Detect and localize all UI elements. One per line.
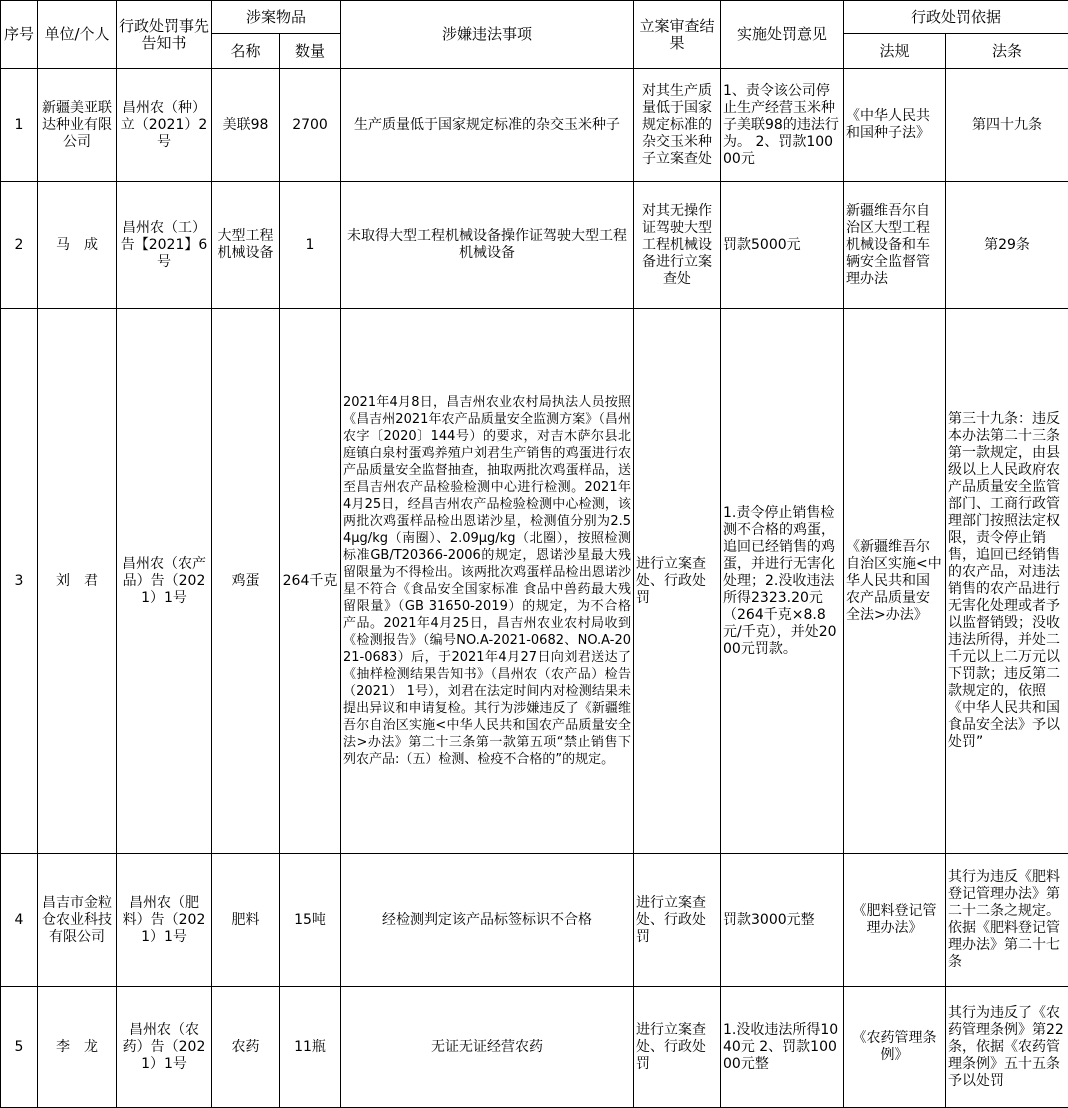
- cell-violation: 2021年4月8日，昌吉州农业农村局执法人员按照《昌吉州2021年农产品质量安全监测方案》（昌州农字〔2020〕144号）的要求，对吉木萨尔县北庭镇白泉村蛋鸡养殖户刘君生产销售的鸡蛋进行农产品质量安全监督抽查，抽取两批次鸡蛋样品，送至昌吉州农产品检验检测中心进行检测。2021年4月25日，经昌吉州农产品检验检测中心检测，该两批次鸡蛋样品检出恩诺沙星，检测值分别为2.54μg/kg（南圈）、2.09μg/kg（北圈），按照检测标准GB/T20366-2006的规定，恩诺沙星最大残留限量为不得检出。该两批次鸡蛋样品检出恩诺沙星不符合《食品安全国家标准 食品中兽药最大残留限量》（GB 31650-2019）的规定，为不合格产品。2021年4月25日，昌吉州农业农村局收到《检测报告》（编号NO.A-2021-0682、NO.A-2021-0683）后，于2021年4月27日向刘君送达了《抽样检测结果告知书》（昌州农（农产品）检告（2021） 1号），刘君在法定时间内对检测结果未提出异议和申请复检。其行为涉嫌违反了《新疆维吾尔自治区实施<中华人民共和国农产品质量安全法>办法》第二十三条第一款第五项“禁止销售下列农产品:（五）检测、检疫不合格的”的规定。: [341, 309, 634, 854]
- cell-seq: 2: [1, 182, 38, 309]
- cell-notice: 昌州农（农药）告（2021）1号: [117, 987, 212, 1108]
- header-filing: 立案审查结果: [634, 1, 721, 69]
- cell-law: 《中华人民共和国种子法》: [844, 69, 946, 182]
- cell-item-qty: 1: [280, 182, 341, 309]
- cell-unit: 昌吉市金粒仓农业科技有限公司: [38, 854, 117, 987]
- cell-opinion: 1.没收违法所得1040元 2、罚款10000元整: [721, 987, 844, 1108]
- header-article: 法条: [946, 34, 1068, 69]
- cell-filing: 对其生产质量低于国家规定标准的杂交玉米种子立案查处: [634, 69, 721, 182]
- cell-filing: 进行立案查处、行政处罚: [634, 309, 721, 854]
- header-violation: 涉嫌违法事项: [341, 1, 634, 69]
- cell-filing: 进行立案查处、行政处罚: [634, 987, 721, 1108]
- header-unit: 单位/个人: [38, 1, 117, 69]
- cell-law: 《农药管理条例》: [844, 987, 946, 1108]
- cell-unit: 李 龙: [38, 987, 117, 1108]
- cell-item-qty: 11瓶: [280, 987, 341, 1108]
- cell-violation: 经检测判定该产品标签标识不合格: [341, 854, 634, 987]
- cell-article: 其行为违反《肥料登记管理办法》第二十二条之规定。依据《肥料登记管理办法》第二十七条: [946, 854, 1068, 987]
- cell-law: 《新疆维吾尔自治区实施<中华人民共和国农产品质量安全法>办法》: [844, 309, 946, 854]
- cell-unit: 马 成: [38, 182, 117, 309]
- cell-notice: 昌州农（工）告【2021】6号: [117, 182, 212, 309]
- cell-item-qty: 15吨: [280, 854, 341, 987]
- cell-item-name: 鸡蛋: [212, 309, 280, 854]
- header-items: 涉案物品: [212, 1, 341, 34]
- cell-item-qty: 2700: [280, 69, 341, 182]
- table-row: [1, 182, 1068, 309]
- header-notice: 行政处罚事先告知书: [117, 1, 212, 69]
- cell-article: 第四十九条: [946, 69, 1068, 182]
- cell-filing: 进行立案查处、行政处罚: [634, 854, 721, 987]
- header-basis: 行政处罚依据: [844, 1, 1068, 34]
- cell-filing: 对其无操作证驾驶大型工程机械设备进行立案查处: [634, 182, 721, 309]
- cell-seq: 5: [1, 987, 38, 1108]
- header-opinion: 实施处罚意见: [721, 1, 844, 69]
- cell-unit: 新疆美亚联达种业有限公司: [38, 69, 117, 182]
- cell-item-qty: 264千克: [280, 309, 341, 854]
- cell-item-name: 肥料: [212, 854, 280, 987]
- table-row: [1, 69, 1068, 182]
- header-item-name: 名称: [212, 34, 280, 69]
- cell-unit: 刘 君: [38, 309, 117, 854]
- cell-notice: 昌州农（肥料）告（2021）1号: [117, 854, 212, 987]
- cell-item-name: 农药: [212, 987, 280, 1108]
- table-row: [1, 309, 1068, 854]
- cell-article: 第三十九条：违反本办法第二十三条第一款规定，由县级以上人民政府农产品质量安全监管部门、工商行政管理部门按照法定权限，责令停止销售，追回已经销售的农产品，对违法销售的农产品进行无害化处理或者予以监督销毁；没收违法所得，并处二千元以上二万元以下罚款；违反第二款规定的，依照《中华人民共和国食品安全法》予以处罚”: [946, 309, 1068, 854]
- cell-item-name: 美联98: [212, 69, 280, 182]
- cell-violation: 未取得大型工程机械设备操作证驾驶大型工程机械设备: [341, 182, 634, 309]
- cell-article: 其行为违反了《农药管理条例》第22条，依据《农药管理条例》五十五条予以处罚: [946, 987, 1068, 1108]
- table-row: [1, 854, 1068, 987]
- cell-opinion: 1、责令该公司停止生产经营玉米种子美联98的违法行为。 2、罚款10000元: [721, 69, 844, 182]
- header-seq: 序号: [1, 1, 38, 69]
- cell-notice: 昌州农（农产品）告（2021）1号: [117, 309, 212, 854]
- cell-item-name: 大型工程机械设备: [212, 182, 280, 309]
- cell-law: 《肥料登记管理办法》: [844, 854, 946, 987]
- cell-violation: 无证无证经营农药: [341, 987, 634, 1108]
- cell-opinion: 罚款5000元: [721, 182, 844, 309]
- cell-notice: 昌州农（种）立（2021）2号: [117, 69, 212, 182]
- cell-opinion: 罚款3000元整: [721, 854, 844, 987]
- cell-seq: 4: [1, 854, 38, 987]
- cell-violation: 生产质量低于国家规定标准的杂交玉米种子: [341, 69, 634, 182]
- table-row: [1, 987, 1068, 1108]
- cell-seq: 3: [1, 309, 38, 854]
- cell-article: 第29条: [946, 182, 1068, 309]
- header-law: 法规: [844, 34, 946, 69]
- header-item-qty: 数量: [280, 34, 341, 69]
- cell-law: 新疆维吾尔自治区大型工程机械设备和车辆安全监督管理办法: [844, 182, 946, 309]
- cell-seq: 1: [1, 69, 38, 182]
- cell-opinion: 1.责令停止销售检测不合格的鸡蛋，追回已经销售的鸡蛋，并进行无害化处理；2.没收违法所得2323.20元（264千克×8.8元/千克），并处2000元罚款。: [721, 309, 844, 854]
